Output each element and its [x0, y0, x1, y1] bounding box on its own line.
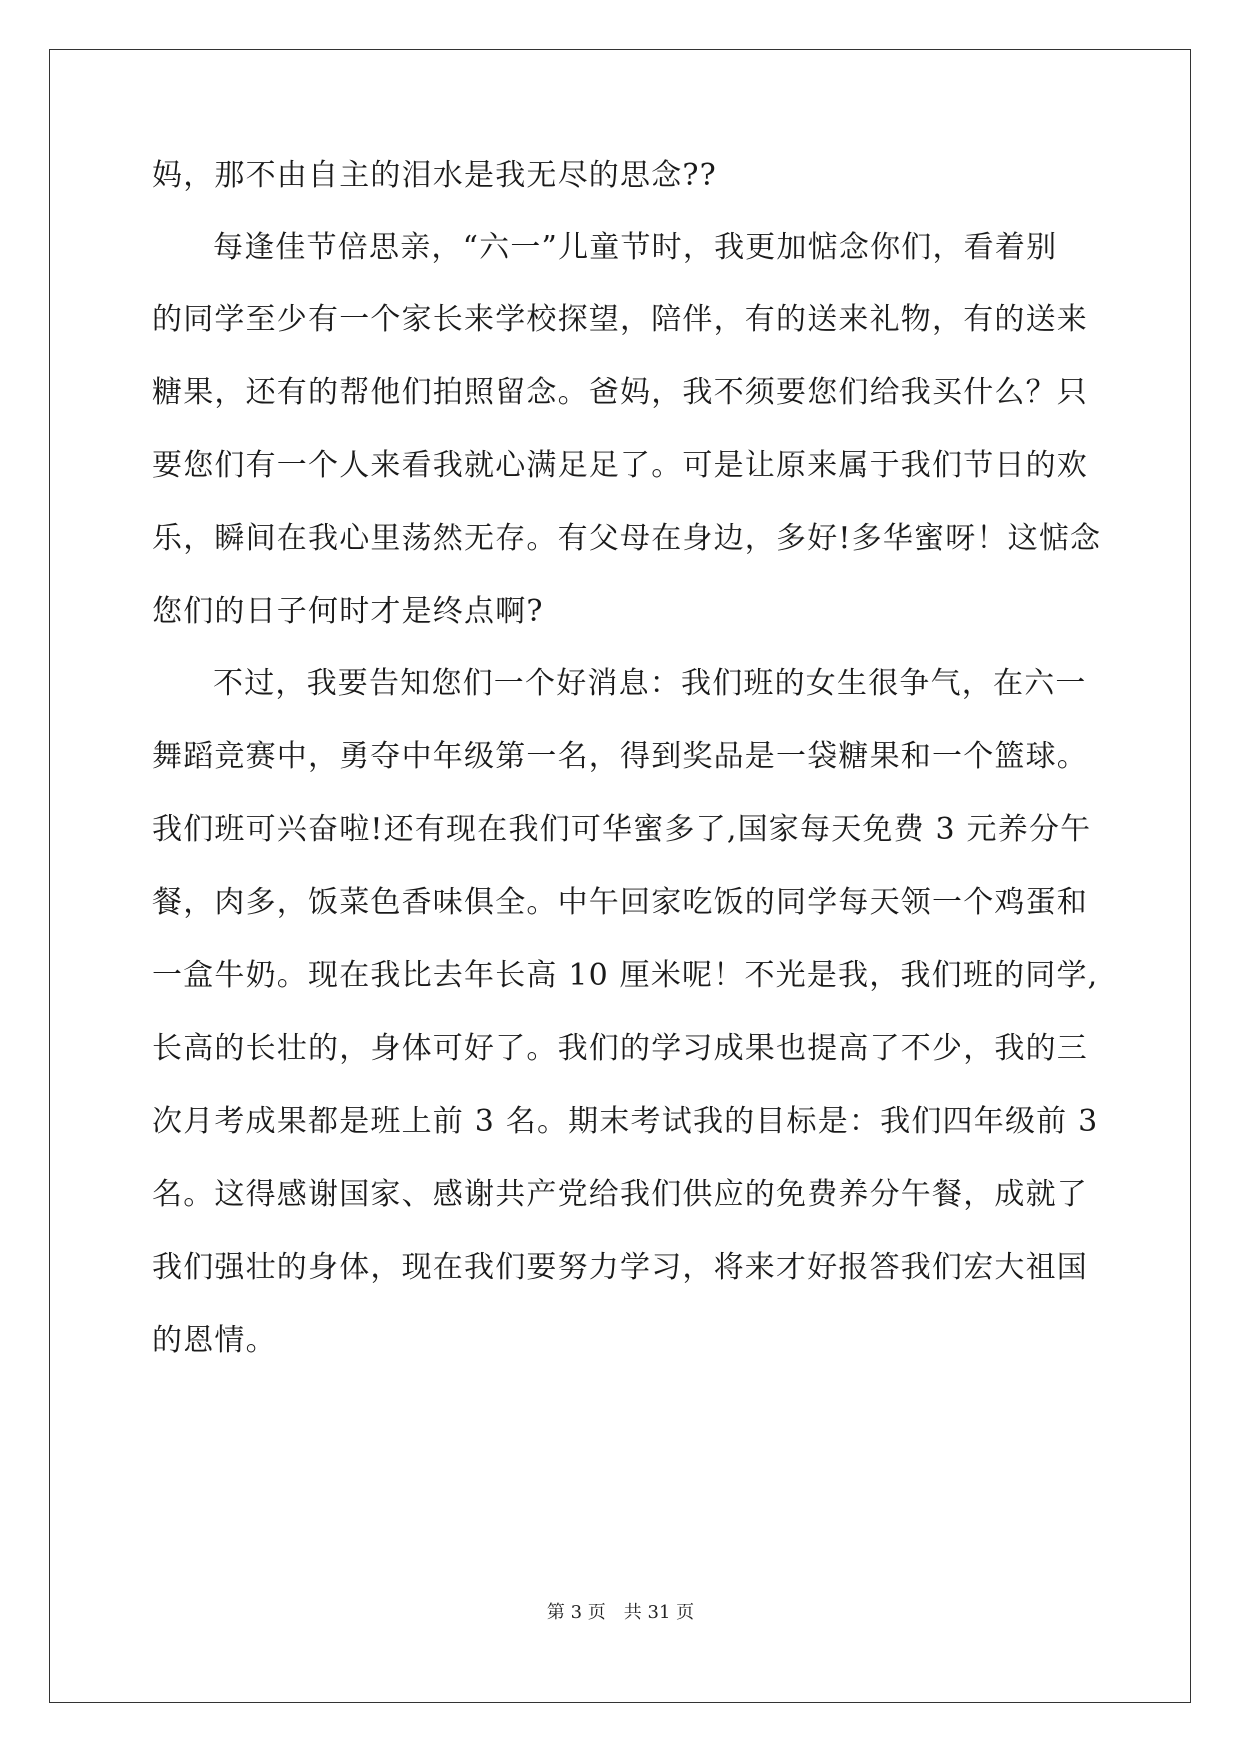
- text-line: 一盒牛奶。现在我比去年长高 10 厘米呢！不光是我，我们班的同学,: [152, 958, 1099, 993]
- text-line: 要您们有一个人来看我就心满足足了。可是让原来属于我们节日的欢: [152, 448, 1088, 483]
- text-line: 舞蹈竞赛中，勇夺中年级第一名，得到奖品是一袋糖果和一个篮球。: [152, 739, 1088, 774]
- text-line: 糖果，还有的帮他们拍照留念。爸妈，我不须要您们给我买什么？只: [152, 375, 1088, 410]
- text-line: 我们强壮的身体，现在我们要努力学习，将来才好报答我们宏大祖国: [152, 1250, 1088, 1285]
- text-line: 我们班可兴奋啦!还有现在我们可华蜜多了,国家每天免费 3 元养分午: [152, 812, 1092, 847]
- text-line: 您们的日子何时才是终点啊?: [152, 594, 544, 629]
- text-line: 不过，我要告知您们一个好消息：我们班的女生很争气，在六一: [213, 666, 1087, 701]
- page-number-footer: 第 3 页 共 31 页: [546, 1602, 695, 1623]
- text-line: 妈，那不由自主的泪水是我无尽的思念??: [152, 158, 717, 193]
- text-line: 乐，瞬间在我心里荡然无存。有父母在身边，多好!多华蜜呀！这惦念: [152, 521, 1102, 556]
- text-line: 的同学至少有一个家长来学校探望，陪伴，有的送来礼物，有的送来: [152, 302, 1088, 337]
- text-line: 次月考成果都是班上前 3 名。期末考试我的目标是：我们四年级前 3: [152, 1104, 1099, 1139]
- text-line: 餐，肉多，饭菜色香味俱全。中午回家吃饭的同学每天领一个鸡蛋和: [152, 885, 1088, 920]
- text-line: 每逢佳节倍思亲，“六一”儿童节时，我更加惦念你们，看着别: [213, 230, 1058, 265]
- text-line: 长高的长壮的，身体可好了。我们的学习成果也提高了不少，我的三: [152, 1031, 1088, 1066]
- page-border: [49, 49, 1191, 1703]
- text-line: 的恩情。: [152, 1323, 277, 1358]
- text-line: 名。这得感谢国家、感谢共产党给我们供应的免费养分午餐，成就了: [152, 1177, 1088, 1212]
